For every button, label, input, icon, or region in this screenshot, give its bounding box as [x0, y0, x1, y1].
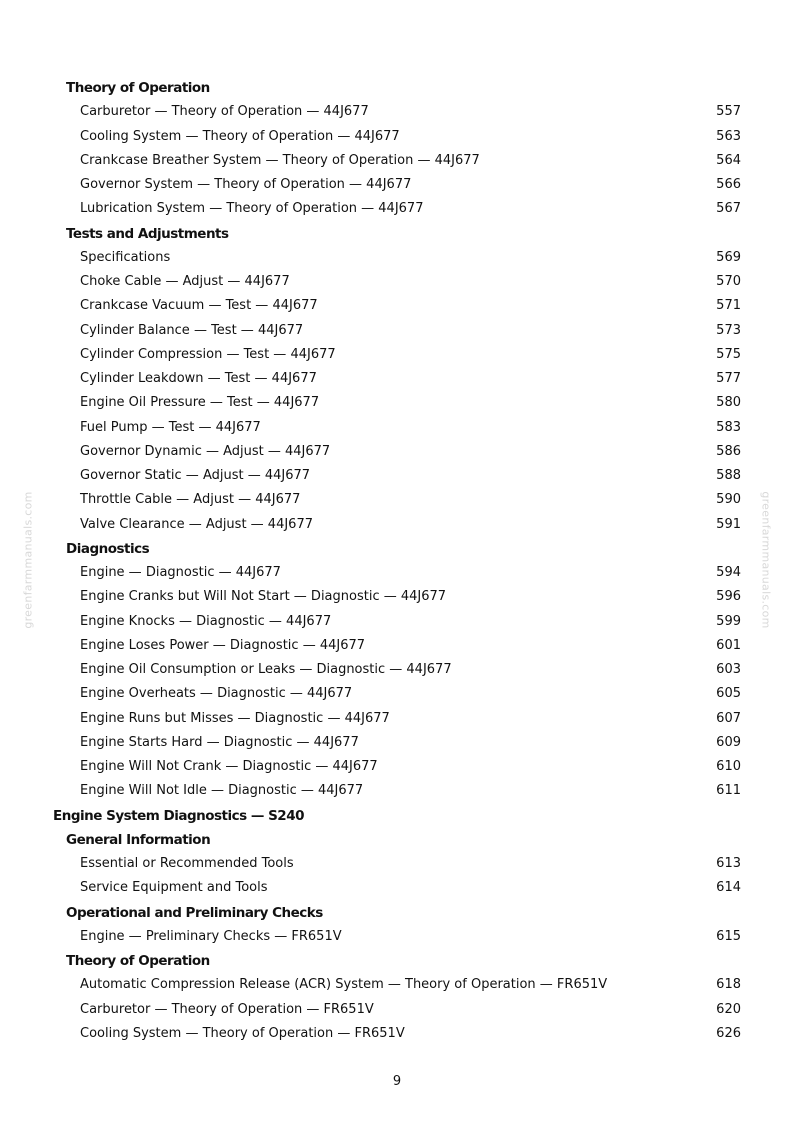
- toc-entry[interactable]: [0, 416, 794, 440]
- toc-entry-title: Engine Oil Pressure — Test — 44J677: [80, 395, 320, 411]
- toc-entry-title: Lubrication System — Theory of Operation — 44J677: [80, 201, 424, 217]
- toc-entry[interactable]: [0, 925, 794, 949]
- toc-entry-page: 613: [716, 856, 741, 871]
- toc-entry-title: Cylinder Leakdown — Test — 44J677: [80, 371, 317, 386]
- toc-entry-page: 614: [716, 880, 741, 896]
- toc-heading: [0, 901, 794, 925]
- toc-entry-page: 583: [716, 419, 741, 435]
- toc-heading-title: Theory of Operation: [66, 80, 210, 96]
- toc-entry[interactable]: [0, 197, 794, 221]
- page-number: 9: [392, 1074, 402, 1089]
- toc-entry-title: Engine Will Not Idle — Diagnostic — 44J677: [80, 783, 364, 799]
- toc-entry-page: 580: [716, 395, 741, 411]
- toc-entry-page: 586: [716, 443, 741, 459]
- toc-entry-title: Engine Runs but Misses — Diagnostic — 44J677: [80, 710, 390, 726]
- toc-entry-title: Essential or Recommended Tools: [80, 856, 294, 871]
- toc-entry-title: Throttle Cable — Adjust — 44J677: [80, 492, 301, 508]
- toc-entry-page: 588: [716, 468, 741, 483]
- toc-entry[interactable]: [0, 367, 794, 391]
- toc-entry[interactable]: [0, 998, 794, 1022]
- toc-entry-title: Engine Starts Hard — Diagnostic — 44J677: [80, 734, 359, 750]
- toc-entry-title: Specifications: [80, 249, 171, 265]
- toc-entry-title: Engine Oil Consumption or Leaks — Diagnostic — 44J677: [80, 662, 452, 677]
- toc-entry[interactable]: [0, 779, 794, 803]
- toc-entry-page: 599: [716, 613, 741, 629]
- toc-entry-page: 569: [716, 249, 741, 265]
- toc-entry-page: 557: [716, 104, 741, 120]
- toc-entry[interactable]: [0, 270, 794, 294]
- toc-entry-page: 573: [716, 322, 741, 338]
- toc-entry[interactable]: [0, 246, 794, 270]
- watermark-right: greenfarmmanuals.com: [759, 491, 773, 629]
- toc-entry[interactable]: [0, 1022, 794, 1046]
- toc-entry-page: 591: [716, 516, 741, 532]
- toc-entry-title: Carburetor — Theory of Operation — FR651V: [80, 1001, 374, 1017]
- toc-entry-page: 567: [716, 201, 741, 217]
- toc-entry[interactable]: [0, 100, 794, 124]
- toc-heading: [0, 804, 794, 828]
- toc-entry[interactable]: [0, 707, 794, 731]
- toc-entry-title: Automatic Compression Release (ACR) System — Theory of Operation — FR651V: [80, 977, 608, 993]
- toc-entry[interactable]: [0, 464, 794, 488]
- toc-entry-page: 615: [716, 928, 741, 944]
- toc-entry[interactable]: [0, 125, 794, 149]
- toc-heading-title: Engine System Diagnostics — S240: [53, 807, 304, 824]
- toc-heading-title: Tests and Adjustments: [66, 225, 229, 242]
- toc-entry[interactable]: [0, 440, 794, 464]
- toc-entry[interactable]: [0, 319, 794, 343]
- toc-entry-title: Engine Cranks but Will Not Start — Diagnostic — 44J677: [80, 589, 447, 605]
- toc-entry[interactable]: [0, 513, 794, 537]
- toc-entry-page: 626: [716, 1025, 741, 1041]
- toc-entry-page: 564: [716, 152, 741, 168]
- toc-entry-title: Engine Knocks — Diagnostic — 44J677: [80, 613, 332, 629]
- toc-heading: [0, 222, 794, 246]
- toc-entry[interactable]: [0, 876, 794, 900]
- toc-entry-page: 610: [716, 759, 741, 774]
- toc-entry[interactable]: [0, 755, 794, 779]
- toc-entry-title: Governor Static — Adjust — 44J677: [80, 468, 311, 483]
- toc-heading-title: Theory of Operation: [66, 953, 210, 969]
- toc-heading: [0, 537, 794, 561]
- toc-entry[interactable]: [0, 852, 794, 876]
- toc-entry-title: Choke Cable — Adjust — 44J677: [80, 274, 290, 289]
- toc-heading-title: General Information: [66, 831, 211, 848]
- toc-entry[interactable]: [0, 973, 794, 997]
- toc-entry[interactable]: [0, 391, 794, 415]
- toc-entry-title: Engine Loses Power — Diagnostic — 44J677: [80, 637, 366, 653]
- toc-entry-page: 601: [716, 637, 741, 653]
- toc-entry-title: Crankcase Breather System — Theory of Operation — 44J677: [80, 152, 480, 168]
- toc-entry-title: Fuel Pump — Test — 44J677: [80, 419, 261, 435]
- toc-entry-title: Crankcase Vacuum — Test — 44J677: [80, 298, 318, 314]
- toc-entry-title: Engine — Diagnostic — 44J677: [80, 565, 281, 580]
- toc-heading: [0, 949, 794, 973]
- toc-entry[interactable]: [0, 294, 794, 318]
- toc-entry[interactable]: [0, 488, 794, 512]
- toc-entry-page: 570: [716, 274, 741, 289]
- toc-entry-page: 596: [716, 589, 741, 605]
- toc-entry[interactable]: [0, 343, 794, 367]
- toc-entry[interactable]: [0, 561, 794, 585]
- toc-entry-page: 618: [716, 977, 741, 993]
- toc-entry-title: Valve Clearance — Adjust — 44J677: [80, 516, 313, 532]
- toc-heading-title: Operational and Preliminary Checks: [66, 904, 323, 921]
- toc-entry-title: Cylinder Balance — Test — 44J677: [80, 322, 304, 338]
- toc-entry-page: 575: [716, 346, 741, 362]
- toc-entry-title: Governor Dynamic — Adjust — 44J677: [80, 443, 331, 459]
- toc-entry[interactable]: [0, 634, 794, 658]
- toc-entry-title: Service Equipment and Tools: [80, 880, 268, 896]
- toc-entry[interactable]: [0, 610, 794, 634]
- toc-entry-page: 605: [716, 686, 741, 702]
- toc-entry[interactable]: [0, 173, 794, 197]
- toc-entry-page: 607: [716, 710, 741, 726]
- toc-entry[interactable]: [0, 658, 794, 682]
- table-of-contents: [0, 76, 794, 1046]
- toc-entry[interactable]: [0, 731, 794, 755]
- toc-entry[interactable]: [0, 149, 794, 173]
- toc-entry-title: Cooling System — Theory of Operation — FR651V: [80, 1025, 405, 1041]
- toc-entry-page: 590: [716, 492, 741, 508]
- toc-entry-title: Cooling System — Theory of Operation — 44J677: [80, 128, 400, 144]
- toc-entry[interactable]: [0, 682, 794, 706]
- toc-heading-title: Diagnostics: [66, 540, 150, 557]
- watermark-left: greenfarmmanuals.com: [21, 491, 35, 629]
- toc-entry-title: Engine Will Not Crank — Diagnostic — 44J677: [80, 759, 378, 774]
- toc-entry-page: 594: [716, 565, 741, 580]
- toc-entry-page: 563: [716, 128, 741, 144]
- toc-entry-page: 577: [716, 371, 741, 386]
- toc-entry-title: Engine Overheats — Diagnostic — 44J677: [80, 686, 353, 702]
- toc-entry-page: 571: [716, 298, 741, 314]
- toc-entry-title: Cylinder Compression — Test — 44J677: [80, 346, 336, 362]
- toc-entry-title: Carburetor — Theory of Operation — 44J677: [80, 104, 369, 120]
- toc-entry-page: 603: [716, 662, 741, 677]
- toc-entry-title: Governor System — Theory of Operation — 44J677: [80, 177, 412, 192]
- toc-entry-page: 566: [716, 177, 741, 192]
- toc-entry-title: Engine — Preliminary Checks — FR651V: [80, 928, 342, 944]
- toc-entry-page: 611: [716, 783, 741, 799]
- toc-heading: [0, 828, 794, 852]
- toc-entry-page: 609: [716, 734, 741, 750]
- toc-entry[interactable]: [0, 585, 794, 609]
- toc-heading: [0, 76, 794, 100]
- toc-entry-page: 620: [716, 1001, 741, 1017]
